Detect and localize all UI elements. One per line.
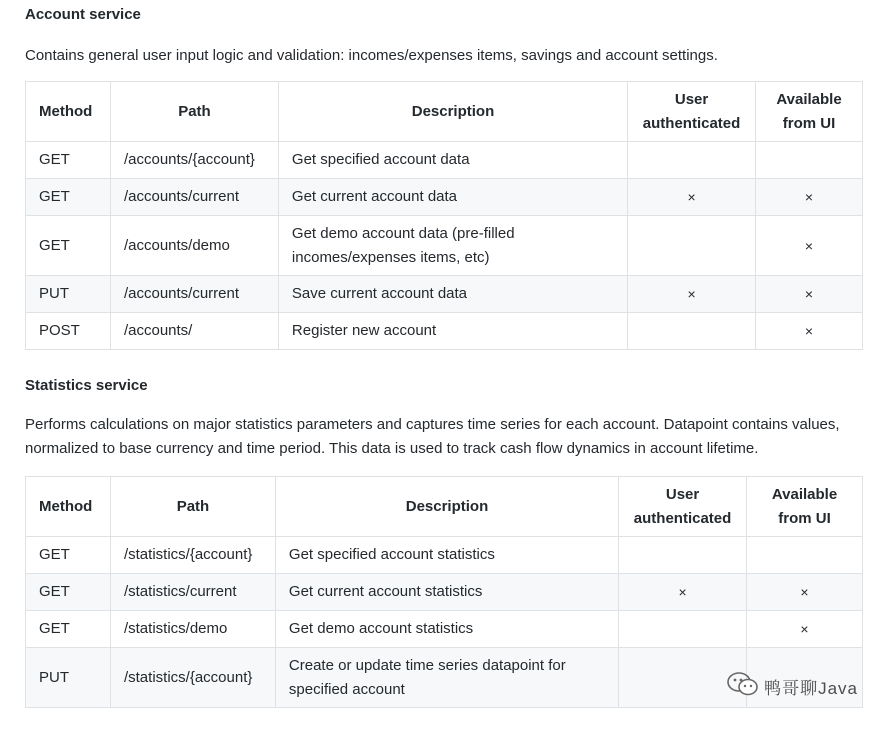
account-service-heading: Account service — [25, 6, 141, 23]
cell-available-from-ui: × — [747, 611, 863, 648]
cell-path: /accounts/current — [110, 179, 278, 216]
cell-available-from-ui: × — [756, 276, 863, 313]
column-header-description: Description — [275, 477, 618, 537]
column-header-path: Path — [110, 477, 275, 537]
cell-user-authenticated: × — [628, 276, 756, 313]
cell-method: GET — [26, 537, 111, 574]
cell-method: GET — [26, 216, 111, 276]
cell-available-from-ui: × — [747, 574, 863, 611]
statistics-service-description: Performs calculations on major statistics parameters and captures time series for each account. Datapoint contains values, normalized to base currency and time period. This data is used to track cash flow dynamics in account lifetime. — [25, 416, 840, 457]
watermark — [726, 671, 858, 702]
statistics-service-heading: Statistics service — [25, 377, 148, 394]
cell-available-from-ui: × — [756, 216, 863, 276]
column-header-user-authenticated: User authenticated — [619, 477, 747, 537]
table-row — [26, 179, 863, 216]
cell-method: PUT — [26, 648, 111, 708]
cell-method: PUT — [26, 276, 111, 313]
table-row — [26, 537, 863, 574]
cell-path: /statistics/{account} — [110, 537, 275, 574]
cell-description: Register new account — [278, 313, 627, 350]
cell-description: Save current account data — [278, 276, 627, 313]
cell-user-authenticated — [628, 313, 756, 350]
cell-description: Get current account statistics — [275, 574, 618, 611]
cell-description: Get demo account statistics — [275, 611, 618, 648]
wechat-icon — [726, 671, 764, 702]
cell-available-from-ui — [756, 142, 863, 179]
table-header-row — [26, 82, 863, 142]
watermark-text: 鸭哥聊Java — [764, 679, 858, 698]
cell-method: GET — [26, 611, 111, 648]
cell-user-authenticated — [619, 611, 747, 648]
cell-method: GET — [26, 179, 111, 216]
cell-user-authenticated — [628, 216, 756, 276]
table-row — [26, 574, 863, 611]
cell-user-authenticated — [619, 537, 747, 574]
cell-path: /accounts/ — [110, 313, 278, 350]
column-header-method: Method — [26, 477, 111, 537]
column-header-path: Path — [110, 82, 278, 142]
cell-method: POST — [26, 313, 111, 350]
cell-available-from-ui: × — [756, 179, 863, 216]
cell-path: /accounts/{account} — [110, 142, 278, 179]
column-header-available-from-ui: Available from UI — [756, 82, 863, 142]
cell-available-from-ui: × — [756, 313, 863, 350]
cell-path: /accounts/demo — [110, 216, 278, 276]
cell-user-authenticated: × — [619, 574, 747, 611]
column-header-method: Method — [26, 82, 111, 142]
table-row — [26, 142, 863, 179]
table-row — [26, 216, 863, 276]
cell-description: Create or update time series datapoint for specified account — [275, 648, 618, 708]
cell-description: Get specified account statistics — [275, 537, 618, 574]
table-row — [26, 611, 863, 648]
cell-description: Get demo account data (pre-filled incomes/expenses items, etc) — [278, 216, 627, 276]
cell-path: /statistics/current — [110, 574, 275, 611]
cell-description: Get current account data — [278, 179, 627, 216]
cell-description: Get specified account data — [278, 142, 627, 179]
account-service-table — [25, 81, 863, 350]
cell-user-authenticated — [628, 142, 756, 179]
table-row — [26, 276, 863, 313]
column-header-available-from-ui: Available from UI — [747, 477, 863, 537]
table-header-row — [26, 477, 863, 537]
cell-available-from-ui — [747, 537, 863, 574]
account-service-description: Contains general user input logic and validation: incomes/expenses items, savings and account settings. — [25, 47, 718, 64]
cell-path: /statistics/{account} — [110, 648, 275, 708]
cell-user-authenticated: × — [628, 179, 756, 216]
column-header-description: Description — [278, 82, 627, 142]
table-row — [26, 313, 863, 350]
column-header-user-authenticated: User authenticated — [628, 82, 756, 142]
cell-path: /accounts/current — [110, 276, 278, 313]
cell-method: GET — [26, 574, 111, 611]
cell-method: GET — [26, 142, 111, 179]
cell-path: /statistics/demo — [110, 611, 275, 648]
